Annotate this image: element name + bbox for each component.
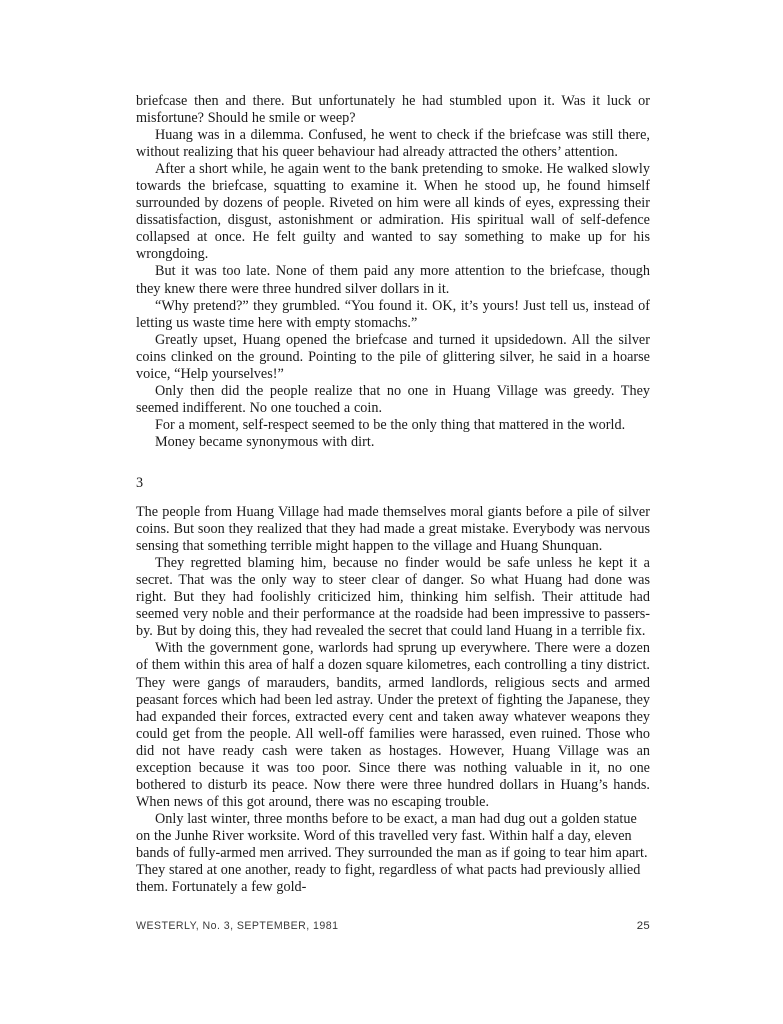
article-body <box>136 93 650 896</box>
paragraph: After a short while, he again went to the bank pretending to smoke. He walked slowly towards the briefcase, squatting to examine it. When he stood up, he found himself surrounded by dozens of people. Riveted on him were all kinds of eyes, expressing their dissatisfaction, disgust, astonishment or admiration. His spiritual wall of self-defence collapsed at once. He felt guilty and wanted to say something to make up for his wrongdoing. <box>136 161 650 263</box>
paragraph: Money became synonymous with dirt. <box>155 433 375 450</box>
paragraph: Huang was in a dilemma. Confused, he went to check if the briefcase was still there, without realizing that his queer behaviour had already attracted the others’ attention. <box>136 127 650 161</box>
paragraph: For a moment, self-respect seemed to be the only thing that mattered in the world. <box>155 416 626 433</box>
paragraph: They regretted blaming him, because no finder would be safe unless he kept it a secret. That was the only way to steer clear of danger. So what Huang had done was right. But they had foolishly criticized him, thinking him selfish. Their attitude had seemed very noble and their performance at the roadside had been impressive to passers-by. But by doing this, they had revealed the secret that could land Huang in a terrible fix. <box>136 555 650 640</box>
section-spacer-top <box>136 451 650 475</box>
paragraph: But it was too late. None of them paid any more attention to the briefcase, though they knew there were three hundred silver dollars in it. <box>136 263 650 297</box>
page-footer <box>136 920 650 932</box>
paragraph: Greatly upset, Huang opened the briefcase and turned it upsidedown. All the silver coins clinked on the ground. Pointing to the pile of glittering silver, he said in a hoarse voice, “Help yourselves!” <box>136 331 650 382</box>
paragraph: briefcase then and there. But unfortunately he had stumbled upon it. Was it luck or misfortune? Should he smile or weep? <box>136 93 650 127</box>
section-spacer-bottom <box>136 492 650 504</box>
page-number: 25 <box>636 920 650 932</box>
paragraph: The people from Huang Village had made themselves moral giants before a pile of silver coins. But soon they realized that they had made a great mistake. Everybody was nervous sensing that something terrible might happen to the village and Huang Shunquan. <box>136 504 650 555</box>
paragraph: “Why pretend?” they grumbled. “You found it. OK, it’s yours! Just tell us, instead of letting us waste time here with empty stomachs.” <box>136 297 650 331</box>
section-number: 3 <box>136 474 144 491</box>
paragraph: With the government gone, warlords had sprung up everywhere. There were a dozen of them within this area of half a dozen square kilometres, each controlling a tiny district. They were gangs of marauders, bandits, armed landlords, religious sects and armed peasant forces which had been led astray. Under the pretext of fighting the Japanese, they had expanded their forces, extracted every cent and taken away whatever weapons they could get from the people. All well-off families were harassed, even ruined. Those who did not have ready cash were taken as hostages. However, Huang Village was an exception because it was too poor. Since there was nothing valuable in it, no one bothered to disturb its peace. Now there were three hundred dollars in Huang’s hands. When news of this got around, there was no escaping trouble. <box>136 640 650 810</box>
footer-citation: WESTERLY, No. 3, SEPTEMBER, 1981 <box>136 920 339 932</box>
paragraph: Only then did the people realize that no one in Huang Village was greedy. They seemed indifferent. No one touched a coin. <box>136 382 650 416</box>
paragraph: Only last winter, three months before to be exact, a man had dug out a golden statue on the Junhe River worksite. Word of this travelled very fast. Within half a day, eleven bands of fully-armed men arrived. They surrounded the man as if going to tear him apart. They stared at one another, ready to fight, regardless of what pacts had previously allied them. Fortunately a few gold- <box>136 810 648 896</box>
